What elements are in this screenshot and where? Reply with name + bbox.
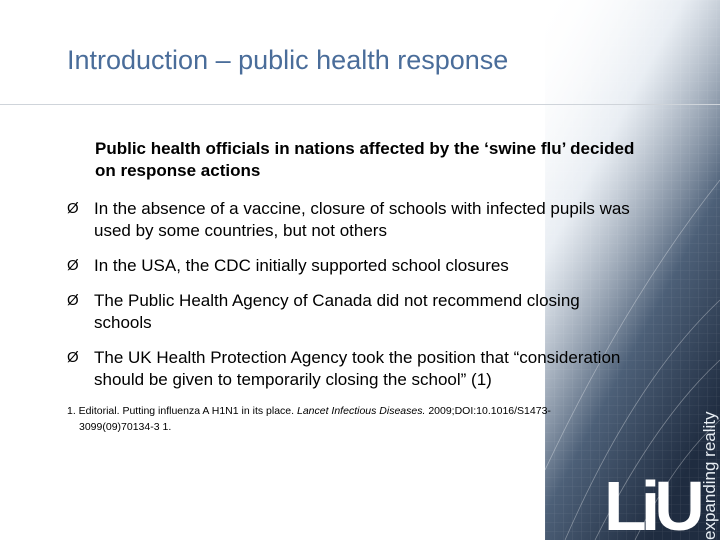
bullet-item — [67, 347, 637, 391]
bullet-list — [67, 198, 637, 404]
bullet-item — [67, 290, 637, 334]
bullet-text: The Public Health Agency of Canada did not recommend closing schools — [94, 291, 580, 332]
reference-journal: Lancet Infectious Diseases. — [296, 405, 426, 417]
bullet-text: In the absence of a vaccine, closure of schools with infected pupils was used by some countries, but not others — [94, 199, 630, 240]
reference-continuation: 3099(09)70134-3 1. — [79, 421, 172, 433]
bullet-item — [67, 255, 637, 277]
arrow-bullet-icon: Ø — [67, 257, 79, 274]
liu-logo: LiU — [604, 467, 699, 540]
brand-tagline: expanding reality — [700, 411, 719, 540]
bullet-item — [67, 198, 637, 242]
arrow-bullet-icon: Ø — [67, 349, 79, 366]
slide-title: Introduction – public health response — [67, 45, 509, 75]
bullet-text: In the USA, the CDC initially supported school closures — [94, 256, 509, 275]
arrow-bullet-icon: Ø — [67, 292, 79, 309]
arrow-bullet-icon: Ø — [67, 200, 79, 217]
reference-suffix: 2009;DOI:10.1016/S1473- — [428, 405, 551, 417]
reference-citation — [67, 403, 627, 435]
reference-prefix: 1. Editorial. Putting influenza A H1N1 in its place. — [67, 405, 295, 417]
intro-text: Public health officials in nations affected by the ‘swine flu’ decided on response actions — [95, 139, 635, 180]
bullet-text: The UK Health Protection Agency took the position that “consideration should be given to temporarily closing the school” (1) — [94, 348, 621, 389]
title-divider — [0, 104, 720, 105]
